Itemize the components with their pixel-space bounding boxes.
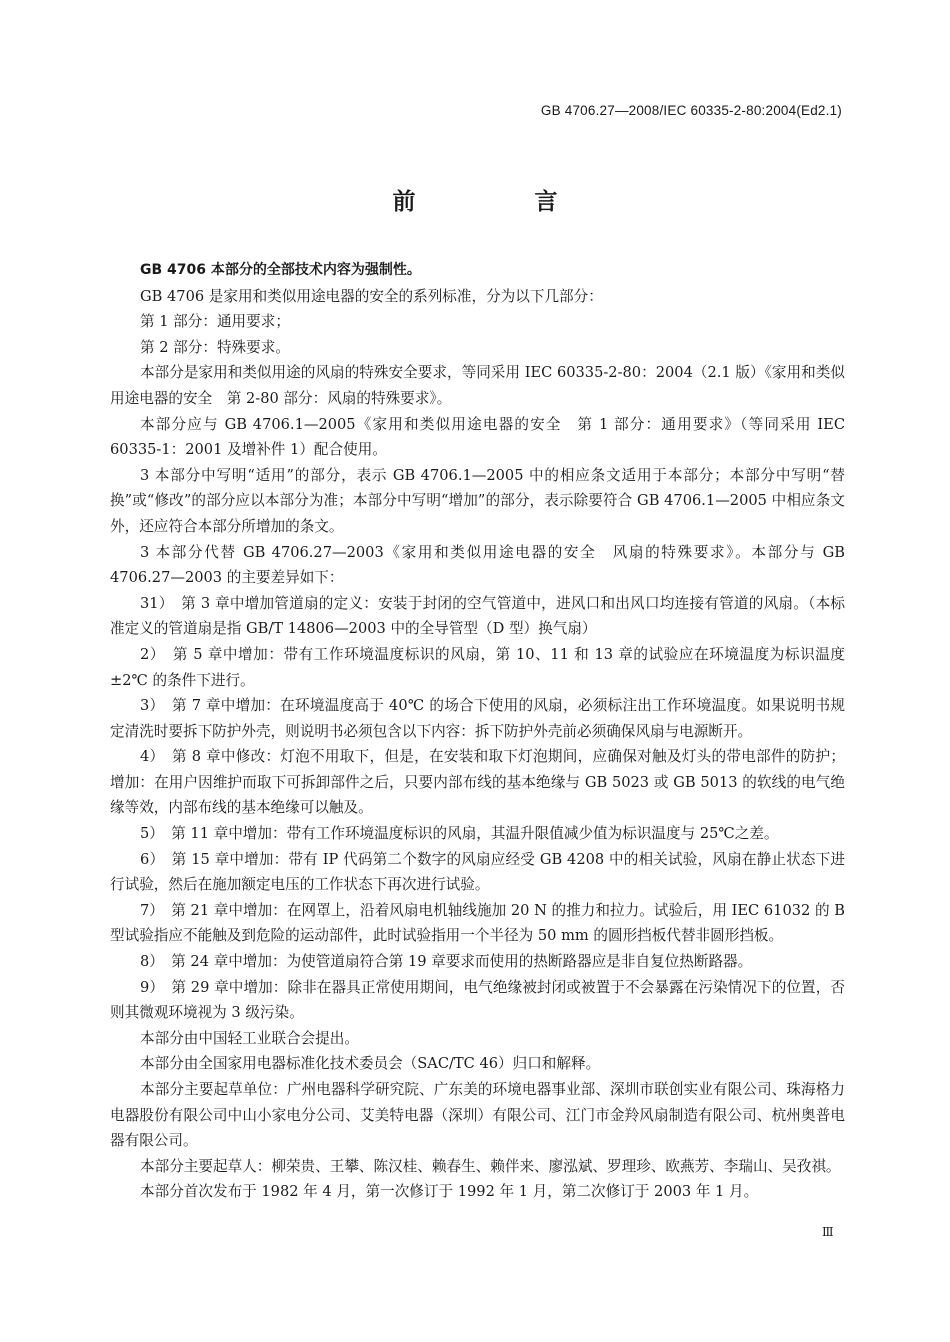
list-item: 7） 第 21 章中增加：在网罩上，沿着风扇电机轴线施加 20 N 的推力和拉力。试验后，用 IEC 61032 的 B 型试验指应不能触及到危险的运动部件，此时试验指用一个半径为 50 mm 的圆形挡板代替非圆形挡板。 — [110, 901, 845, 945]
paragraph: 本部分主要起草人：柳荣贵、王攀、陈汉桂、赖春生、赖伴来、廖泓斌、罗理珍、欧燕芳、李瑞山、吴孜祺。 — [140, 1157, 841, 1175]
paragraph: 本部分由全国家用电器标准化技术委员会（SAC/TC 46）归口和解释。 — [140, 1055, 601, 1073]
standard-identifier: GB 4706.27—2008/IEC 60335-2-80:2004(Ed2.1) — [540, 103, 842, 118]
paragraph: 3 本部分中写明“适用”的部分，表示 GB 4706.1—2005 中的相应条文适用于本部分；本部分中写明“替换”或“修改”的部分应以本部分为准；本部分中写明“增加”的部分，表示除要符合 GB 4706.1—2005 中相应条文外，还应符合本部分所增加的条文。 — [110, 466, 845, 535]
paragraph: 第 1 部分：通用要求； — [140, 313, 290, 331]
list-item: 5） 第 11 章中增加：带有工作环境温度标识的风扇，其温升限值减少值为标识温度与 25℃之差。 — [140, 825, 779, 843]
page-number: Ⅲ — [822, 1225, 834, 1239]
paragraph: 本部分首次发布于 1982 年 4 月，第一次修订于 1992 年 1 月，第二次修订于 2003 年 1 月。 — [140, 1183, 759, 1201]
paragraph: 本部分由中国轻工业联合会提出。 — [140, 1029, 359, 1047]
paragraph: GB 4706 是家用和类似用途电器的安全的系列标准，分为以下几部分： — [140, 287, 603, 305]
paragraph: 3 本部分代替 GB 4706.27—2003《家用和类似用途电器的安全 风扇的特殊要求》。本部分与 GB 4706.27—2003 的主要差异如下： — [110, 543, 845, 587]
paragraph-mandatory: GB 4706 本部分的全部技术内容为强制性。 — [140, 262, 421, 278]
list-item: 6） 第 15 章中增加：带有 IP 代码第二个数字的风扇应经受 GB 4208 中的相关试验，风扇在静止状态下进行试验，然后在施加额定电压的工作状态下再次进行试验。 — [110, 850, 845, 894]
list-item: 4） 第 8 章中修改：灯泡不用取下，但是，在安装和取下灯泡期间，应确保对触及灯头的带电部件的防护；增加：在用户因维护而取下可拆卸部件之后，只要内部布线的基本绝缘与 GB 5023 或 GB 5013 的软线的电气绝缘等效，内部布线的基本绝缘可以触及。 — [110, 748, 845, 817]
list-item: 2） 第 5 章中增加：带有工作环境温度标识的风扇，第 10、11 和 13 章的试验应在环境温度为标识温度±2℃ 的条件下进行。 — [110, 645, 845, 689]
paragraph: 本部分是家用和类似用途的风扇的特殊安全要求，等同采用 IEC 60335-2-80：2004（2.1 版）《家用和类似用途电器的安全 第 2-80 部分：风扇的特殊要求》。 — [110, 364, 845, 407]
paragraph: 第 2 部分：特殊要求。 — [140, 338, 290, 356]
page-title: 前 言 — [392, 189, 606, 215]
list-item: 9） 第 29 章中增加：除非在器具正常使用期间，电气绝缘被封闭或被置于不会暴露在污染情况下的位置，否则其微观环境视为 3 级污染。 — [110, 978, 845, 1022]
paragraph: 本部分主要起草单位：广州电器科学研究院、广东美的环境电器事业部、深圳市联创实业有限公司、珠海格力电器股份有限公司中山小家电分公司、艾美特电器（深圳）有限公司、江门市金羚风扇制造有限公司、杭州奥普电器有限公司。 — [110, 1081, 845, 1150]
preface-body — [110, 258, 845, 1205]
list-item: 31） 第 3 章中增加管道扇的定义：安装于封闭的空气管道中，进风口和出风口均连接有管道的风扇。（本标准定义的管道扇是指 GB/T 14806—2003 中的全导管型（D 型）换气扇） — [110, 594, 845, 638]
paragraph: 本部分应与 GB 4706.1—2005《家用和类似用途电器的安全 第 1 部分：通用要求》（等同采用 IEC 60335-1：2001 及增补件 1）配合使用。 — [110, 415, 845, 459]
list-item: 3） 第 7 章中增加：在环境温度高于 40℃ 的场合下使用的风扇，必须标注出工作环境温度。如果说明书规定清洗时要拆下防护外壳，则说明书必须包含以下内容：拆下防护外壳前必须确保风扇与电源断开。 — [110, 697, 845, 740]
list-item: 8） 第 24 章中增加：为使管道扇符合第 19 章要求而使用的热断路器应是非自复位热断路器。 — [140, 953, 753, 971]
